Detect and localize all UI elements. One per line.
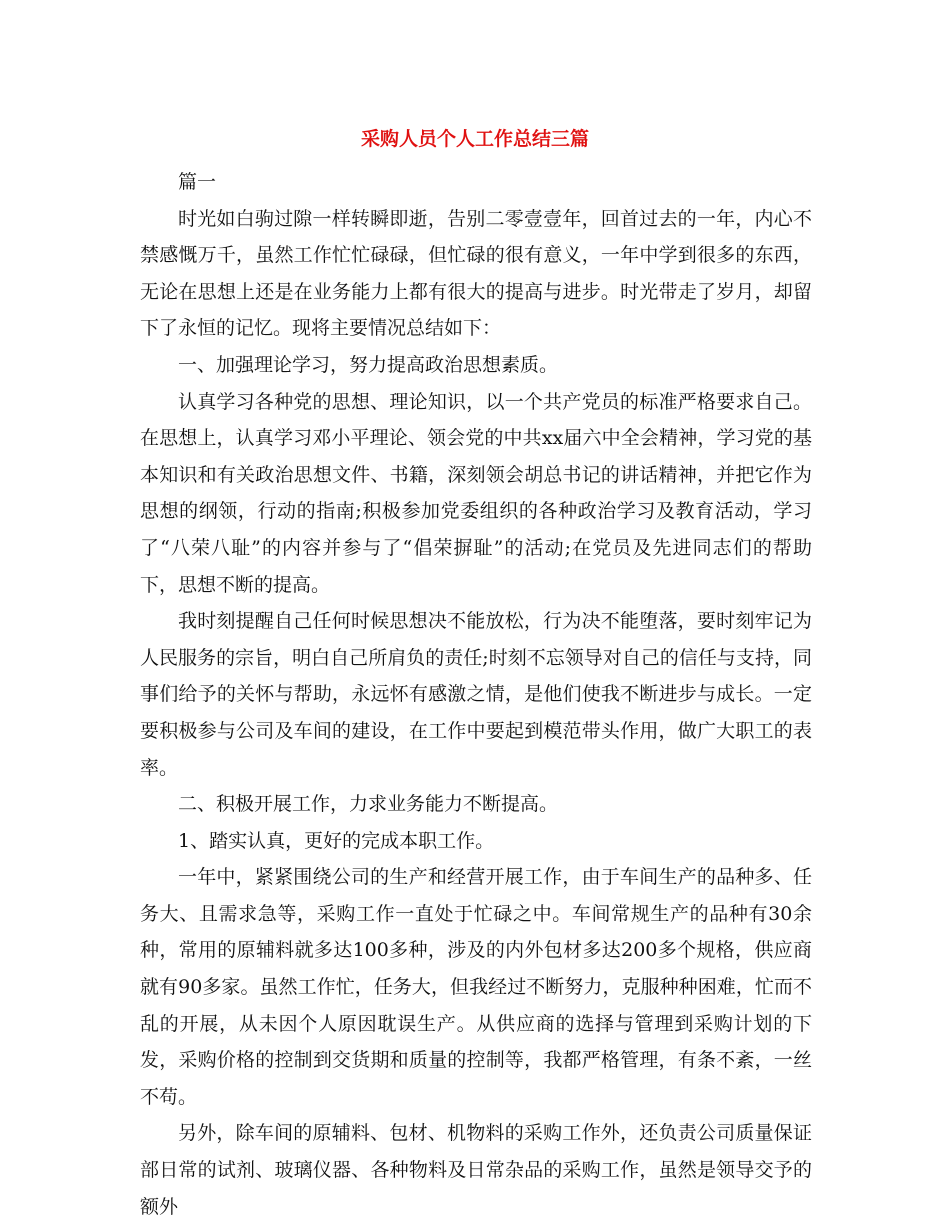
section-heading-part-one: 篇一 xyxy=(178,171,217,193)
paragraph-procurement-work: 一年中，紧紧围绕公司的生产和经营开展工作，由于车间生产的品种多、任务大、且需求急等，采购工作一直处于忙碌之中。车间常规生产的品种有30余种，常用的原辅料就多达100多种，涉及的内外包材多达200多个规格，供应商就有90多家。虽然工作忙，任务大，但我经过不断努力，克服种种困难，忙而不乱的开展，从未因个人原因耽误生产。从供应商的选择与管理到采购计划的下发，采购价格的控制到交货期和质量的控制等，我都严格管理，有条不紊，一丝不苟。 xyxy=(140,866,812,1108)
paragraph-intro: 时光如白驹过隙一样转瞬即逝，告别二零壹壹年，回首过去的一年，内心不禁感慨万千，虽然工作忙忙碌碌，但忙碌的很有意义，一年中学到很多的东西，无论在思想上还是在业务能力上都有很大的提高与进步。时光带走了岁月，却留下了永恒的记忆。现将主要情况总结如下： xyxy=(140,207,812,340)
paragraph-self-reminder: 我时刻提醒自己任何时候思想决不能放松，行为决不能堕落，要时刻牢记为人民服务的宗旨，明白自己所肩负的责任;时刻不忘领导对自己的信任与支持，同事们给予的关怀与帮助，永远怀有感激之情，是他们使我不断进步与成长。一定要积极参与公司及车间的建设，在工作中要起到模范带头作用，做广大职工的表率。 xyxy=(140,610,812,779)
document-body xyxy=(140,164,812,1225)
subheading-duties: 1、踏实认真，更好的完成本职工作。 xyxy=(178,829,495,852)
section-heading-theory-study: 一、加强理论学习，努力提高政治思想素质。 xyxy=(178,353,559,376)
paragraph-additional-duties: 另外，除车间的原辅料、包材、机物料的采购工作外，还负责公司质量保证部日常的试剂、玻璃仪器、各种物料及日常杂品的采购工作，虽然是领导交予的额外 xyxy=(140,1122,812,1218)
document-title: 采购人员个人工作总结三篇 xyxy=(360,128,589,150)
paragraph-theory-study: 认真学习各种党的思想、理论知识，以一个共产党员的标准严格要求自己。在思想上，认真学习邓小平理论、领会党的中共xx届六中全会精神，学习党的基本知识和有关政治思想文件、书籍，深刻领会胡总书记的讲话精神，并把它作为思想的纲领，行动的指南;积极参加党委组织的各种政治学习及教育活动，学习了“八荣八耻”的内容并参与了“倡荣摒耻”的活动;在党员及先进同志们的帮助下，思想不断的提高。 xyxy=(140,390,812,596)
section-heading-work: 二、积极开展工作，力求业务能力不断提高。 xyxy=(178,793,559,816)
